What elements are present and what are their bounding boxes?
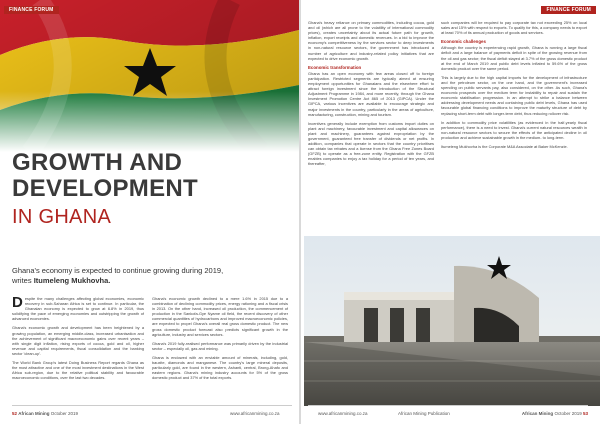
- title-line-1: GROWTH AND: [12, 149, 183, 176]
- body-paragraph: Although the country is experiencing rapid growth, Ghana is running a large fiscal deficit and a large balance of payments deficit in spite of the growing revenue from the oil and gas sector; the fiscal deficit stayed at 3.7% of the gross domestic product at the end of March 2019 and public debt levels inflated to 59.6% of the gross domestic product over the same period.: [441, 45, 587, 71]
- monument-photo: [304, 236, 600, 406]
- footer-url-left[interactable]: www.africanmining.co.za: [230, 411, 280, 416]
- left-column-1: [12, 296, 144, 384]
- title-line-2: DEVELOPMENT: [12, 175, 198, 202]
- section-tag-left: FINANCE FORUM: [4, 6, 59, 14]
- left-column-2: [152, 296, 288, 384]
- footer-rule-left: [12, 405, 292, 406]
- standfirst-text: Ghana's economy is expected to continue growing during 2019, writes: [12, 266, 224, 285]
- footer-date-left: October 2019: [50, 411, 79, 416]
- drop-cap: D: [12, 294, 23, 311]
- subheading: Economic transformation: [308, 64, 362, 70]
- body-paragraph: Ghana's heavy reliance on primary commodities, including cocoa, gold and oil (which are all prone to the volatility of international commodity prices), creates uncertainty about its actual future path for growth, inflation, export receipts and domestic revenues. In a bid to improve the economy's competitiveness by the services sector to deep investments in non-natural resource sectors, the government has introduced a number of agriculture and industry-related policy initiatives that are expected to drive economic growth.: [308, 20, 434, 61]
- page-number-left: 52: [12, 411, 18, 416]
- body-paragraph: This is largely due to the high capital imports for the development of infrastructure and the petroleum sector, on the one hand, and the government's increased spending on public servants pay, also considered, on the other. As such, Ghana's economic prospects over the medium term for instability to repair and sustain the economic stabilisation progression. In an attempt to strike a balance between addressing development needs and containing public debt levels, Ghana has used favourable global financing conditions to improve the maturity structure of debt by replacing short-term debt with longer-term debt, thus reducing rollover risk.: [441, 74, 587, 116]
- footer-left-folio: [12, 411, 78, 416]
- ghana-flag-image: [0, 0, 299, 152]
- body-paragraph: Ghana's economic growth and development has been heightened by a growing population, an emerging middle-class, increased urbanisation and the achievement of significant macroeconomic gains over recent years – with single digit inflation, rising exports of cocoa, gold and oil, higher revenue and capital requirements, fiscal consolidation and the banking sector 'clean-up'.: [12, 325, 144, 356]
- section-tag-right: FINANCE FORUM: [541, 6, 596, 14]
- right-column-1: [308, 20, 434, 171]
- standfirst-author: Itumeleng Mukhovha.: [33, 275, 111, 285]
- body-paragraph: Ghana's economic growth declined to a mere 1.6% in 2015 due to a combination of declining commodity prices, energy rationing and a fiscal crisis in 2013. On the other hand, increased oil production, the commencement of production in the Sankofa-Gye Nyame oil field, the recent discovery of other commercial quantities of hydrocarbons and improved macroeconomic policies, are expected to propel Ghana's overall real gross domestic product. The new gross domestic product forecast also predicts significant growth in the agriculture, industry and services sectors.: [152, 296, 288, 337]
- footer-publication-left: African Mining: [18, 411, 50, 416]
- subheading: Economic challenges: [441, 39, 486, 45]
- right-column-2: [441, 20, 587, 153]
- author-byline: Itumeleng Mukhovha is the Corporate M&A Associate at Baker McKenzie.: [441, 143, 568, 149]
- footer-url-right[interactable]: www.africanmining.co.za: [318, 411, 368, 416]
- body-paragraph: Ghana is endowed with an enviable amount of minerals, including, gold, bauxite, diamonds and manganese. The country's large mineral deposits, particularly gold, are found in the western, Ashanti, central, Brong-Ahafo and eastern regions. Ghana's mining industry accounts for 5% of the gross domestic product and 37% of the total exports.: [152, 354, 288, 381]
- standfirst: [12, 266, 242, 285]
- footer-date-right: October 2019: [554, 411, 582, 416]
- page-gutter: [299, 0, 301, 424]
- footer-publication-right: African Mining: [521, 411, 554, 416]
- article-title: [12, 150, 292, 230]
- footer-rule-right: [308, 405, 588, 406]
- body-paragraph: Incentives generally include exemption from customs import duties on plant and machinery, favourable investment and capital allowances on plant and machinery, guarantees against expropriation by the government, guaranteed free transfer of dividends or net profits. In addition, companies that operate in sectors that the country prioritises can obtain tax rebates and a license from the Ghana Free Zones Board (GFZB) to operate as a free-zone entity. Registration with the GFZB enables companies to enjoy a tax holiday for a period of ten years, and thereafter,: [308, 120, 434, 167]
- body-paragraph: The World Bank Group's latest Doing Business Report regards Ghana as the most attractive and one of the most investment destinations in the West Africa sub-region, due to the relative political stability and favourable macroeconomic conditions, over the last two decades.: [12, 360, 144, 381]
- footer-publisher: African Mining Publication: [398, 411, 450, 416]
- page-number-right: 53: [582, 411, 588, 416]
- title-line-3: IN GHANA: [12, 206, 112, 228]
- body-paragraph: In addition to commodity price volatilities (as evidenced in the half-yearly fiscal performance), there is a need to invest. Ghana's current natural resources wealth in non-natural resource sectors to secure the effects of the anticipated decline in oil production and achieve sustainable growth in the medium- to long-term.: [441, 119, 587, 140]
- footer-right-folio: [522, 411, 588, 416]
- body-paragraph: espite the many challenges affecting global economies, economic recovery in sub-Saharan Africa is set to continue. In particular, the Ghanaian economy is expected to grow at 6.8% in 2019, thus solidifying the pace of emerging economies and outstripping the growth of advanced economies.: [12, 296, 144, 322]
- body-paragraph: such companies will be required to pay corporate tax not exceeding 25% on local sales and 15% with respect to exports. To qualify for this, a company needs to export at least 70% of its annual production of goods and services.: [441, 20, 587, 36]
- body-paragraph: Ghana's 2019 fully-realised performance was primarily driven by the industrial sector – especially oil, gas and mining.: [152, 340, 288, 351]
- body-paragraph: Ghana has an open economy with few areas closed off to foreign participation. Restricted segments are typically aimed at ensuring employment opportunities for Ghanaians and the elsewhere effort to attract foreign investment since the introduction of the Structural Adjustment Programme in 1984, and more recently, through the Ghana Investment Promotion Centre Act 865 of 2013 (GIPCA). Under the GIPCA, various incentives are available to encourage strategic and major investments in the country, particularly in the areas of agriculture, manufacturing, construction, mining and tourism.: [308, 70, 434, 117]
